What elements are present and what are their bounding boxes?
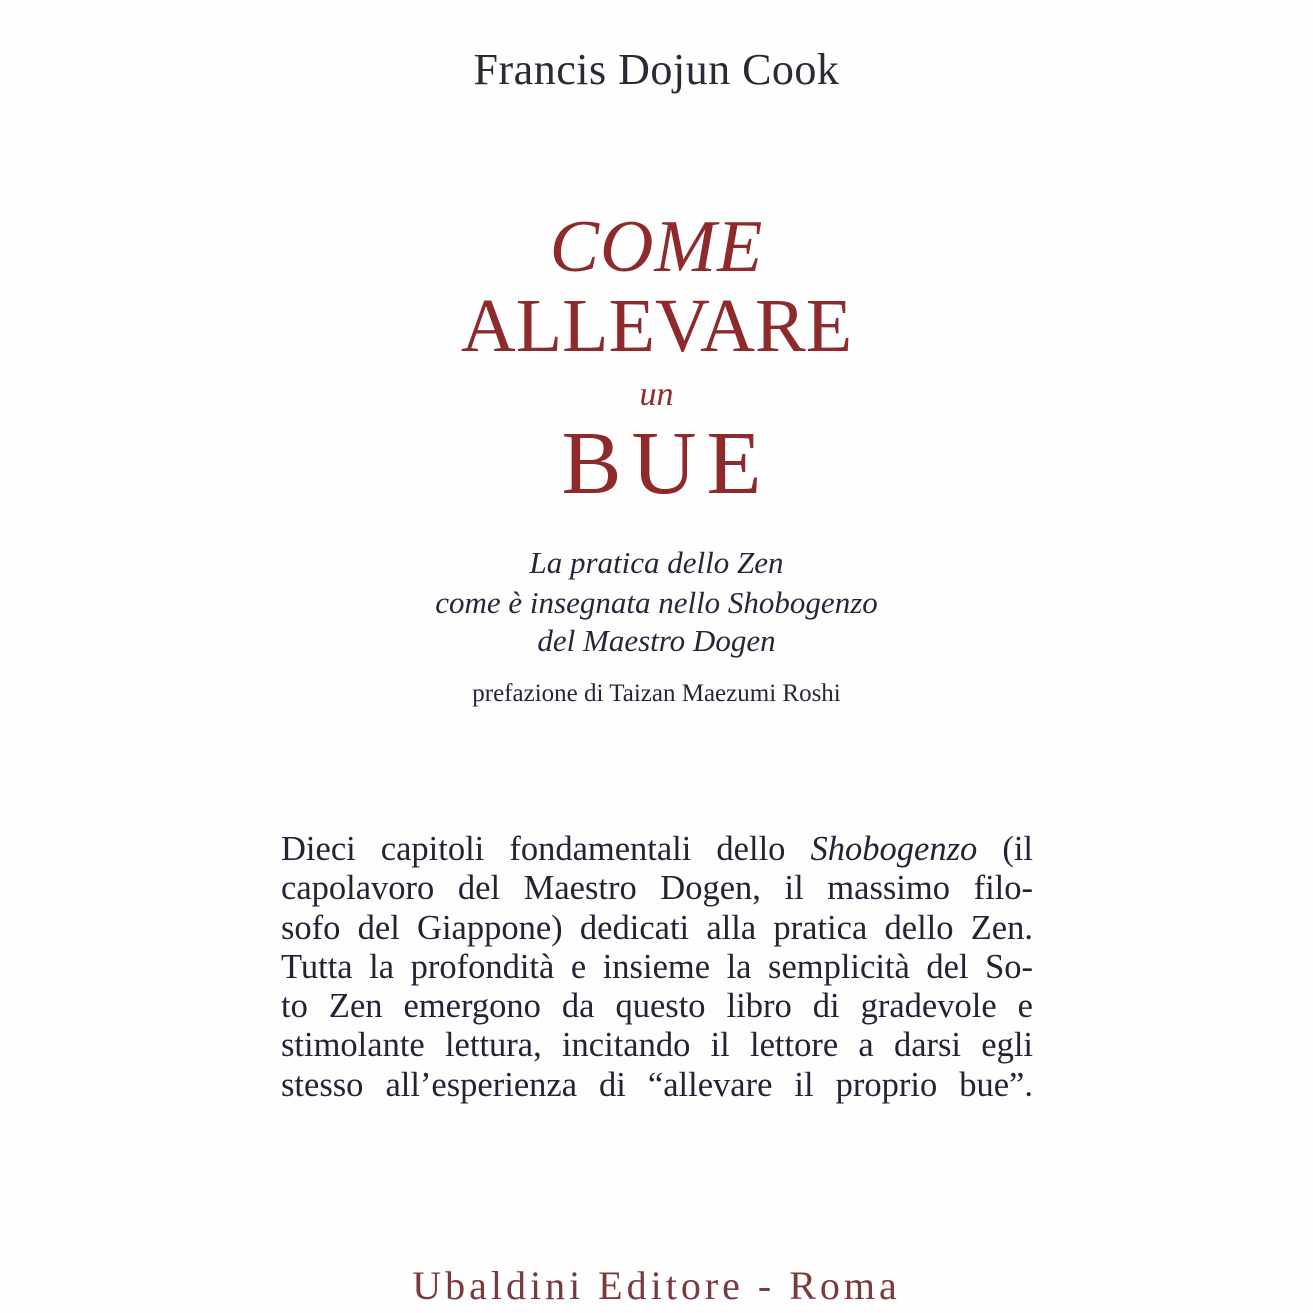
title-line-bue: BUE: [561, 414, 772, 513]
subtitle-line-3: del Maestro Dogen: [537, 623, 776, 658]
cover-blurb: [281, 830, 1033, 1105]
blurb-line-1-start: Dieci capitoli fondamentali dello: [281, 830, 786, 868]
blurb-line-7: stesso all’esperienza di “allevare il proprio bue”.: [281, 1065, 1033, 1104]
blurb-line-5: to Zen emergono da questo libro di gradevole e: [281, 987, 1033, 1026]
title-line-allevare: ALLEVARE: [460, 284, 853, 368]
title-line-un: un: [639, 376, 674, 413]
subtitle-line-2: come è insegnata nello Shobogenzo: [435, 585, 878, 620]
preface-credit: prefazione di Taizan Maezumi Roshi: [472, 680, 841, 707]
publisher-imprint: Ubaldini Editore - Roma: [412, 1263, 901, 1308]
blurb-line-1: [281, 830, 1033, 869]
blurb-shobogenzo-italic: Shobogenzo: [810, 830, 978, 868]
author-name: Francis Dojun Cook: [473, 45, 840, 94]
blurb-line-6: stimolante lettura, incitando il lettore a darsi egli: [281, 1026, 1033, 1065]
subtitle-line-1: La pratica dello Zen: [529, 545, 784, 580]
blurb-line-1-end: (il: [1002, 830, 1033, 868]
title-line-come: COME: [549, 206, 764, 288]
blurb-line-3: sofo del Giappone) dedicati alla pratica dello Zen.: [281, 908, 1033, 947]
blurb-line-2: capolavoro del Maestro Dogen, il massimo filo-: [281, 869, 1033, 908]
blurb-line-4: Tutta la profondità e insieme la semplicità del So-: [281, 947, 1033, 986]
